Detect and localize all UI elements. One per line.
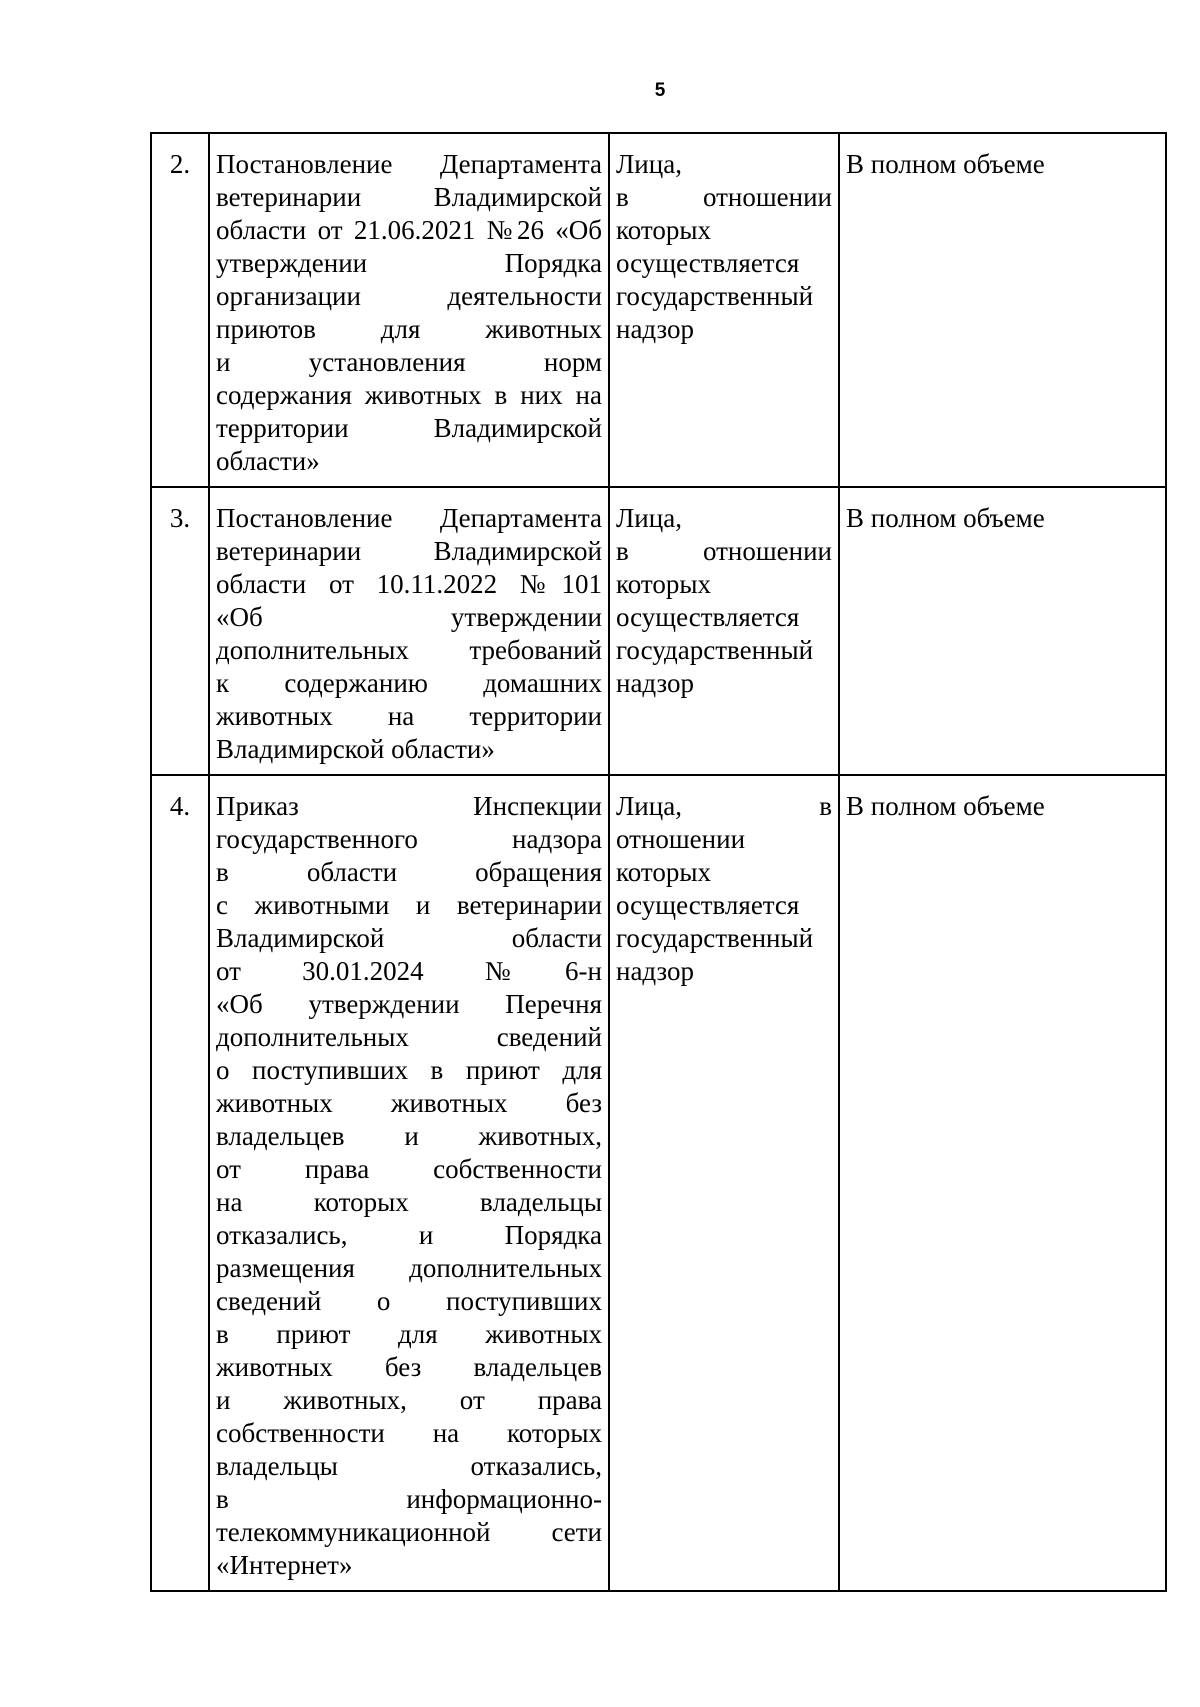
legal-acts-table: [150, 132, 1167, 1592]
text-line: животных без владельцев: [216, 1352, 602, 1382]
text-line: сведений о поступивших: [216, 1286, 602, 1316]
text-line: государственный: [616, 281, 814, 311]
text-line: животных на территории: [216, 701, 602, 731]
text-line: которых: [616, 215, 711, 245]
table-row: [151, 133, 1166, 487]
text-line: «Интернет»: [216, 1550, 353, 1580]
table-row: [151, 487, 1166, 775]
text-line: размещения дополнительных: [216, 1253, 602, 1283]
text-line: Владимирской области»: [216, 734, 495, 764]
text-line: Лица, в: [616, 791, 832, 821]
text-line: в области обращения: [216, 857, 602, 887]
row-number-cell: 3.: [151, 487, 209, 775]
text-line: осуществляется: [616, 890, 800, 920]
text-line: отказались, и Порядка: [216, 1220, 602, 1250]
text-line: которых: [616, 857, 711, 887]
document-title-cell: [209, 487, 609, 775]
text-line: осуществляется: [616, 602, 800, 632]
text-line: приютов для животных: [216, 314, 602, 344]
text-line: отношении: [616, 824, 746, 854]
text-line: с животными и ветеринарии: [216, 890, 602, 920]
text-line: Приказ Инспекции: [216, 791, 602, 821]
text-line: государственный: [616, 635, 814, 665]
subjects-cell: [609, 133, 839, 487]
text-line: осуществляется: [616, 248, 800, 278]
text-line: организации деятельности: [216, 281, 602, 311]
text-line: государственного надзора: [216, 824, 602, 854]
row-number-cell: 2.: [151, 133, 209, 487]
text-line: животных животных без: [216, 1088, 602, 1118]
text-line: от 30.01.2024 №6-н: [216, 956, 602, 986]
table-row: [151, 775, 1166, 1591]
document-title-cell: [209, 133, 609, 487]
text-line: Постановление Департамента: [216, 149, 602, 179]
text-line: содержания животных в них на: [216, 380, 602, 410]
text-line: ветеринарии Владимирской: [216, 182, 602, 212]
table-body: [151, 133, 1166, 1591]
scope-cell: В полном объеме: [839, 487, 1166, 775]
text-line: надзор: [616, 956, 695, 986]
text-line: государственный: [616, 923, 814, 953]
text-line: надзор: [616, 668, 695, 698]
text-line: в приют для животных: [216, 1319, 602, 1349]
text-line: Владимирской области: [216, 923, 602, 953]
text-line: Лица,: [616, 149, 682, 179]
text-line: и установления норм: [216, 347, 602, 377]
subjects-cell: [609, 487, 839, 775]
text-line: «Об утверждении Перечня: [216, 989, 602, 1019]
text-line: владельцев и животных,: [216, 1121, 602, 1151]
text-line: Лица,: [616, 503, 682, 533]
document-title-cell: [209, 775, 609, 1591]
scope-cell: В полном объеме: [839, 133, 1166, 487]
subjects-cell: [609, 775, 839, 1591]
text-line: Постановление Департамента: [216, 503, 602, 533]
text-line: о поступивших в приют для: [216, 1055, 602, 1085]
text-line: собственности на которых: [216, 1418, 602, 1448]
row-number-cell: 4.: [151, 775, 209, 1591]
text-line: ветеринарии Владимирской: [216, 536, 602, 566]
text-line: области»: [216, 446, 320, 476]
text-line: территории Владимирской: [216, 413, 602, 443]
text-line: в отношении: [616, 182, 832, 212]
text-line: дополнительных сведений: [216, 1022, 602, 1052]
text-line: от права собственности: [216, 1154, 602, 1184]
text-line: утверждении Порядка: [216, 248, 602, 278]
text-line: «Об утверждении: [216, 602, 602, 632]
text-line: в информационно-: [216, 1484, 602, 1514]
text-line: на которых владельцы: [216, 1187, 602, 1217]
text-line: области от 21.06.2021 №26 «Об: [216, 215, 602, 245]
text-line: телекоммуникационной сети: [216, 1517, 602, 1547]
text-line: к содержанию домашних: [216, 668, 602, 698]
text-line: в отношении: [616, 536, 832, 566]
scope-cell: В полном объеме: [839, 775, 1166, 1591]
page-number: 5: [654, 80, 666, 101]
text-line: которых: [616, 569, 711, 599]
text-line: и животных, от права: [216, 1385, 602, 1415]
text-line: области от 10.11.2022 №101: [216, 569, 602, 599]
text-line: владельцы отказались,: [216, 1451, 602, 1481]
text-line: дополнительных требований: [216, 635, 602, 665]
text-line: надзор: [616, 314, 695, 344]
